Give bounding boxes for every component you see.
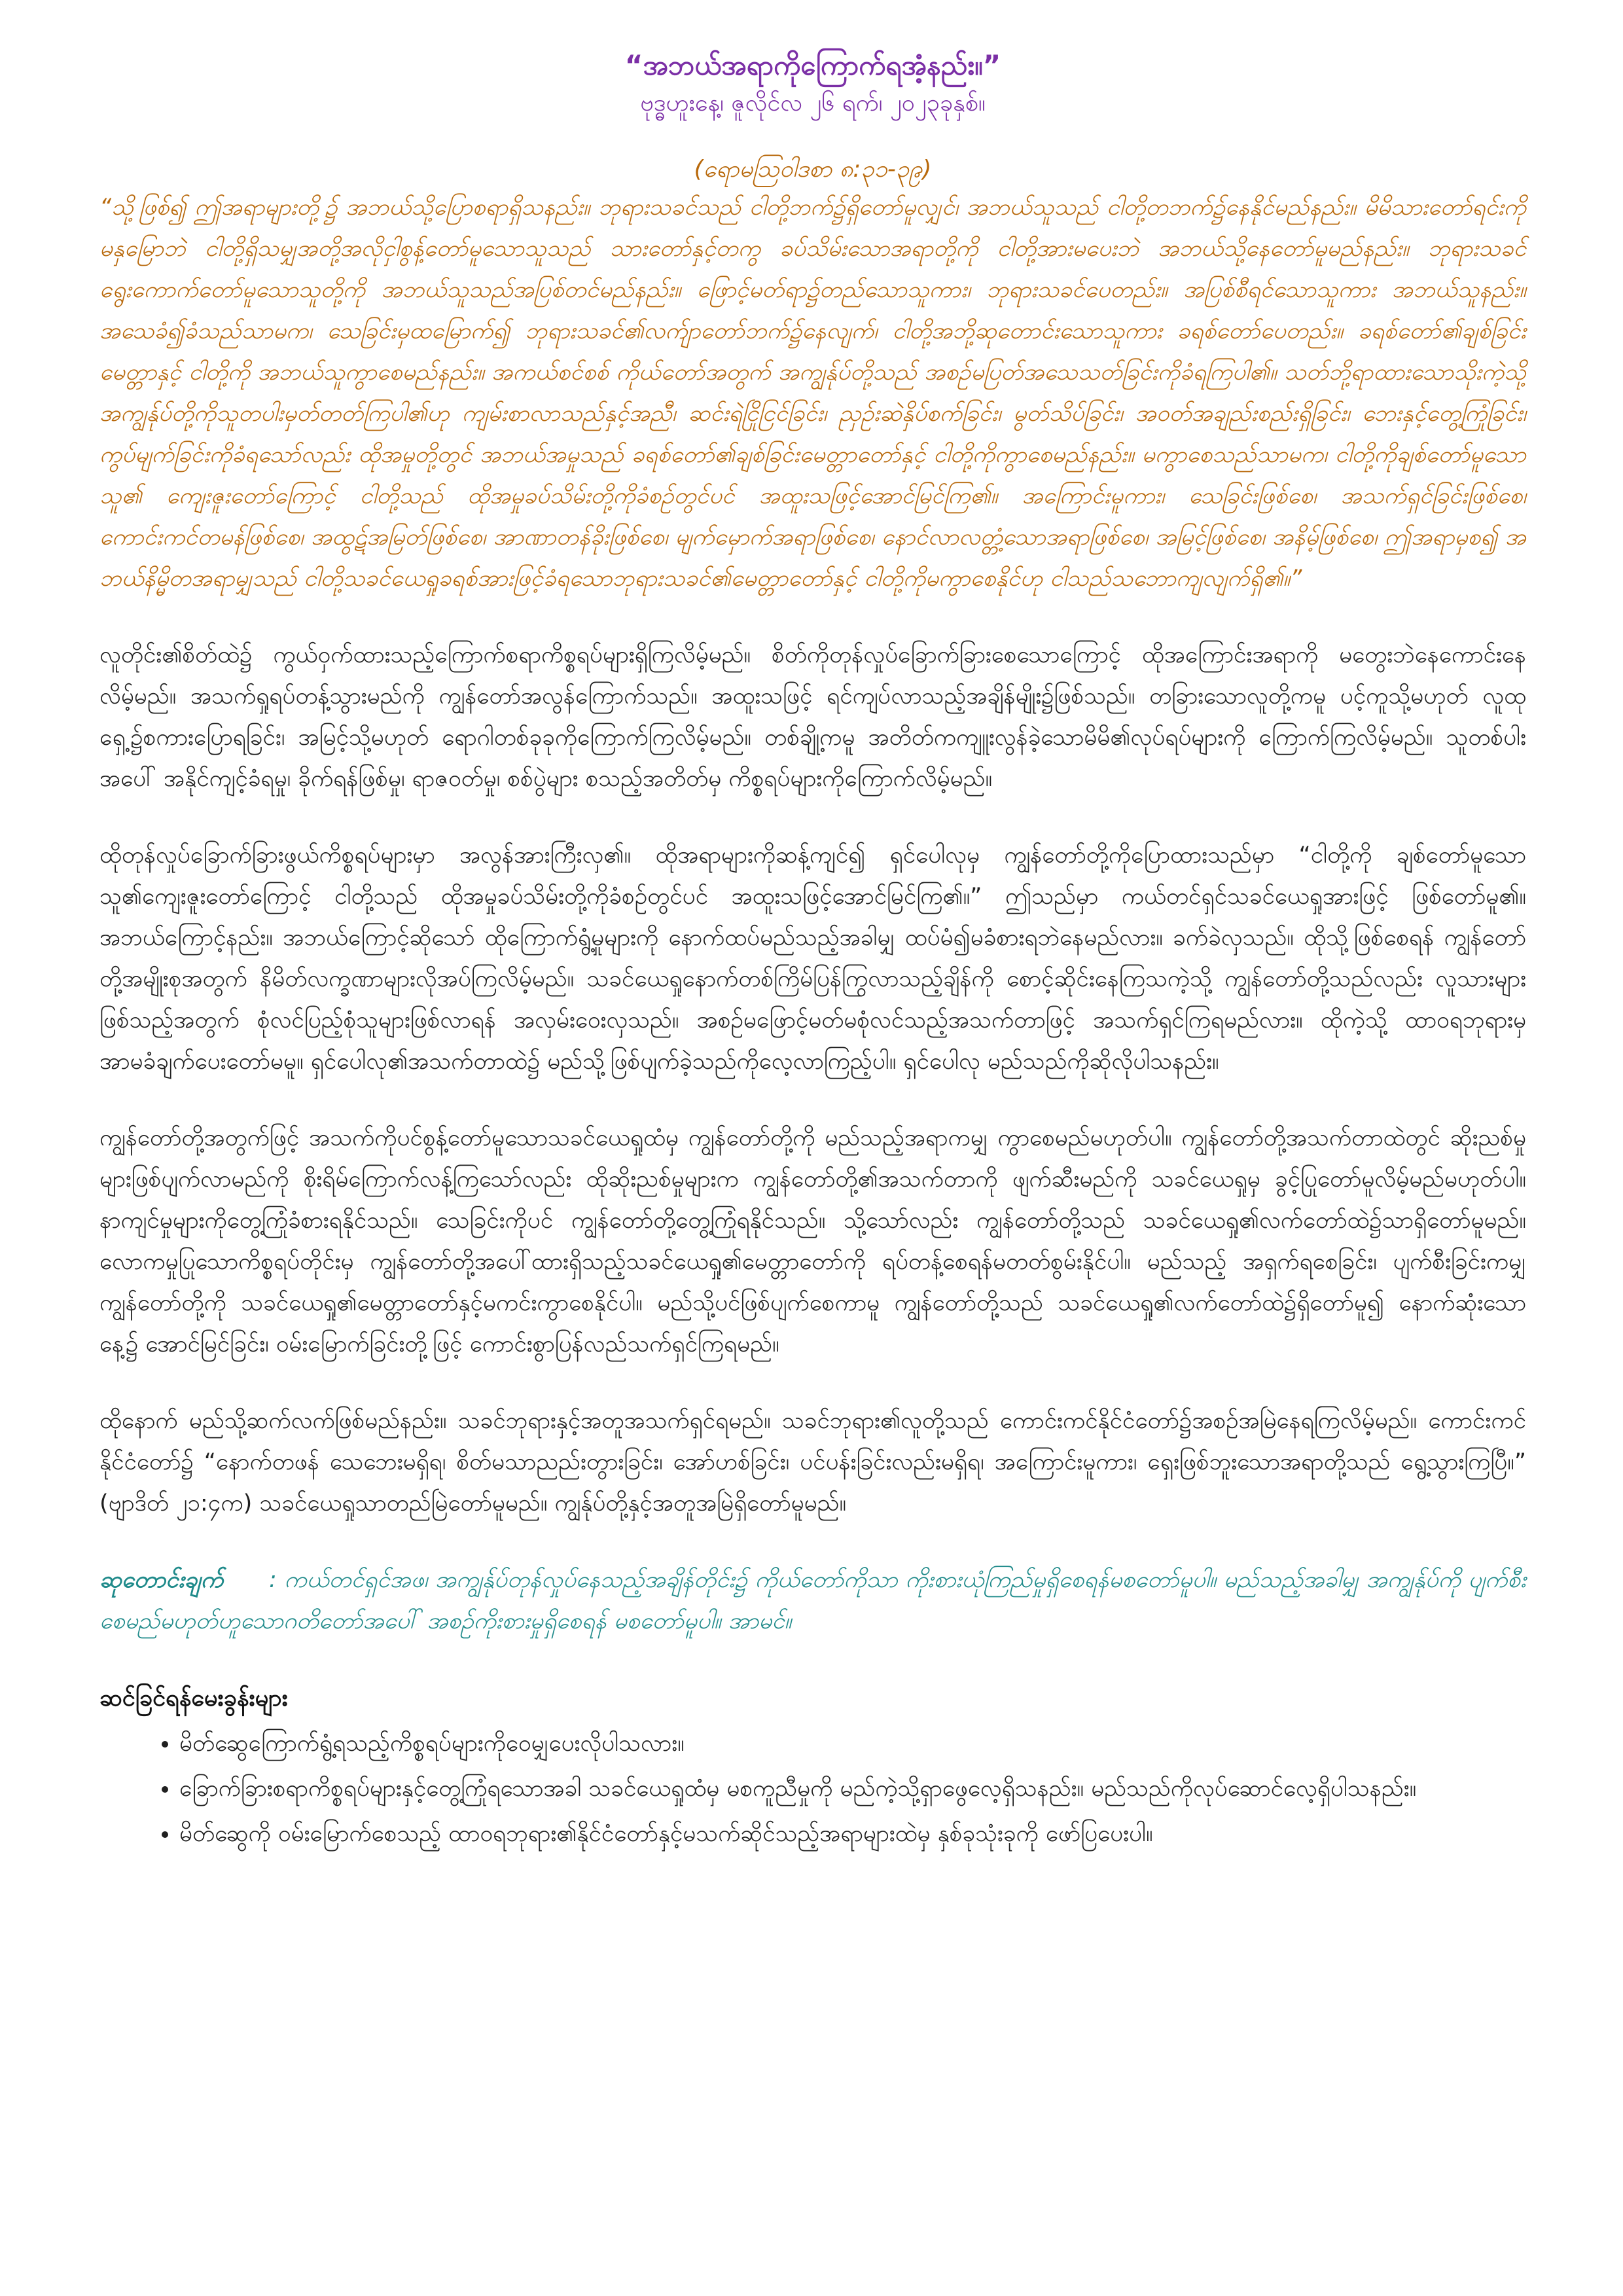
body-paragraph-1: လူတိုင်း၏စိတ်ထဲ၌ ကွယ်ဝှက်ထားသည့်ကြောက်စရာကိစ္စရပ်များရှိကြလိမ့်မည်။ စိတ်ကိုတုန်လှုပ်ခြောက်ခြားစေသောကြောင့် ထိုအကြောင်းအရာကို မတွေးဘဲနေကောင်းနေလိမ့်မည်။ အသက်ရှုရပ်တန့်သွားမည်ကို ကျွန်တော်အလွန်ကြောက်သည်။ အထူးသဖြင့် ရင်ကျပ်လာသည့်အချိန်မျိုး၌ဖြစ်သည်။ တခြားသောလူတို့ကမူ ပင့်ကူသို့မဟုတ် လူထုရှေ့၌စကားပြောရခြင်း၊ အမြင့်သို့မဟုတ် ရောဂါတစ်ခုခုကိုကြောက်ကြလိမ့်မည်။ တစ်ချို့ကမူ အတိတ်ကကျူးလွန်ခဲ့သောမိမိ၏လုပ်ရပ်များကို ကြောက်ကြလိမ့်မည်။ သူတစ်ပါးအပေါ် အနိုင်ကျင့်ခံရမှု၊ ခိုက်ရန်ဖြစ်မှု၊ ရာဇဝတ်မှု၊ စစ်ပွဲများ စသည့်အတိတ်မှ ကိစ္စရပ်များကိုကြောက်လိမ့်မည်။ (99, 642, 1526, 792)
body-paragraph-4: ထိုနောက် မည်သို့ဆက်လက်ဖြစ်မည်နည်း။ သခင်ဘုရားနှင့်အတူအသက်ရှင်ရမည်။ သခင်ဘုရား၏လူတို့သည် ကောင်းကင်နိုင်ငံတော်၌အစဉ်အမြဲနေရကြလိမ့်မည်။ ကောင်းကင်နိုင်ငံတော်၌ “နောက်တဖန် သေဘေးမရှိရ၊ စိတ်မသာညည်းတွားခြင်း၊ အော်ဟစ်ခြင်း၊ ပင်ပန်းခြင်းလည်းမရှိရ၊ အကြောင်းမူကား၊ ရှေးဖြစ်ဘူးသောအရာတို့သည် ရွေ့သွားကြပြီ။” (ဗျာဒိတ် ၂၁:၄က) သခင်ယေရှုသာတည်မြဲတော်မူမည်။ ကျွန်ုပ်တို့နှင့်အတူအမြဲရှိတော်မူမည်။ (99, 1408, 1526, 1516)
body-paragraph-3: ကျွန်တော်တို့အတွက်ဖြင့် အသက်ကိုပင်စွန့်တော်မူသောသခင်ယေရှုထံမှ ကျွန်တော်တို့ကို မည်သည့်အရာကမျှ ကွာစေမည်မဟုတ်ပါ။ ကျွန်တော်တို့အသက်တာထဲတွင် ဆိုးညစ်မှုများဖြစ်ပျက်လာမည်ကို စိုးရိမ်ကြောက်လန့်ကြသော်လည်း ထိုဆိုးညစ်မှုများက ကျွန်တော်တို့၏အသက်တာကို ဖျက်ဆီးမည်ကို သခင်ယေရှုမှ ခွင့်ပြုတော်မူလိမ့်မည်မဟုတ်ပါ။ နာကျင်မှုများကိုတွေ့ကြုံခံစားရနိုင်သည်။ သေခြင်းကိုပင် ကျွန်တော်တို့တွေ့ကြုံရနိုင်သည်။ သို့သော်လည်း ကျွန်တော်တို့သည် သခင်ယေရှု၏လက်တော်ထဲ၌သာရှိတော်မူမည်။ လောကမှုပြုသောကိစ္စရပ်တိုင်းမှ ကျွန်တော်တို့အပေါ်ထားရှိသည့်သခင်ယေရှု၏မေတ္တာတော်ကို ရပ်တန့်စေရန်မတတ်စွမ်းနိုင်ပါ။ မည်သည့် အရှက်ရစေခြင်း၊ ပျက်စီးခြင်းကမျှ ကျွန်တော်တို့ကို သခင်ယေရှု၏မေတ္တာတော်နှင့်မကင်းကွာစေနိုင်ပါ။ မည်သို့ပင်ဖြစ်ပျက်စေကာမူ ကျွန်တော်တို့သည် သခင်ယေရှု၏လက်တော်ထဲ၌ရှိတော်မူ၍ နောက်ဆုံးသောနေ့၌ အောင်မြင်ခြင်း၊ ဝမ်းမြောက်ခြင်းတို့ဖြင့် ကောင်းစွာပြန်လည်သက်ရှင်ကြရမည်။ (99, 1125, 1526, 1357)
prayer-block (99, 1560, 1526, 1642)
prayer-text: ကယ်တင်ရှင်အဖ၊ အကျွန်ုပ်တုန်လှုပ်နေသည့်အချိန်တိုင်း၌ ကိုယ်တော်ကိုသာ ကိုးစားယုံကြည်မှုရှိစေရန်မစတော်မူပါ။ မည်သည့်အခါမျှ အကျွန်ုပ်ကို ပျက်စီးစေမည်မဟုတ်ဟူသောဂတိတော်အပေါ် အစဉ်ကိုးစားမှုရှိစေရန် မစတော်မူပါ။ အာမင်။ (99, 1567, 1526, 1634)
date-line: ဗုဒ္ဓဟူးနေ့၊ ဇူလိုင်လ ၂၆ ရက်၊ ၂၀၂၃ခုနှစ်။ (640, 90, 986, 117)
question-item: • ခြောက်ခြားစရာကိစ္စရပ်များနှင့်တွေ့ကြုံရသောအခါ သခင်ယေရှုထံမှ မစကူညီမှုကို မည်ကဲ့သို့ရှာဖွေလေ့ရှိသနည်း။ မည်သည်ကိုလုပ်ဆောင်လေ့ရှိပါသနည်း။ (179, 1768, 1526, 1810)
question-item: • မိတ်ဆွေကို ဝမ်းမြောက်စေသည့် ထာဝရဘုရား၏နိုင်ငံတော်နှင့်မသက်ဆိုင်သည့်အရာများထဲမှ နှစ်ခုသုံးခုကို ဖော်ပြပေးပါ။ (179, 1814, 1526, 1855)
prayer-label: ဆုတောင်းချက် (99, 1567, 224, 1593)
scripture-reference: (ရောမဩဝါဒစာ ၈:၃၁-၃၉) (694, 156, 932, 183)
scripture-passage: “သို့ဖြစ်၍ ဤအရာများတို့၌ အဘယ်သို့ပြောစရာရှိသနည်း။ ဘုရားသခင်သည် ငါတို့ဘက်၌ရှိတော်မူလျှင်၊ အဘယ်သူသည် ငါတို့တဘက်၌နေနိုင်မည်နည်း။ မိမိသားတော်ရင်းကို မနှမြောဘဲ ငါတို့ရှိသမျှအတို့အလိုငှါစွန့်တော်မူသောသူသည် သားတော်နှင့်တကွ ခပ်သိမ်းသောအရာတို့ကို ငါတို့အားမပေးဘဲ အဘယ်သို့နေတော်မူမည်နည်း။ ဘုရားသခင်ရွေးကောက်တော်မူသောသူတို့ကို အဘယ်သူသည်အပြစ်တင်မည်နည်း။ ဖြောင့်မတ်ရာ၌တည်သောသူကား၊ ဘုရားသခင်ပေတည်း။ အပြစ်စီရင်သောသူကား အဘယ်သူနည်း။ အသေခံ၍ခံသည်သာမက၊ သေခြင်းမှထမြောက်၍ ဘုရားသခင်၏လက်ျာတော်ဘက်၌နေလျက်၊ ငါတို့အဘို့ဆုတောင်းသောသူကား ခရစ်တော်ပေတည်း။ ခရစ်တော်၏ချစ်ခြင်းမေတ္တာနှင့် ငါတို့ကို အဘယ်သူကွာစေမည်နည်း။ အကယ်စင်စစ် ကိုယ်တော်အတွက် အကျွန်ုပ်တို့သည် အစဉ်မပြတ်အသေသတ်ခြင်းကိုခံရကြပါ၏။ သတ်ဘို့ရာထားသောသိုးကဲ့သို့ အကျွန်ုပ်တို့ကိုသူတပါးမှတ်တတ်ကြပါ၏ဟု ကျမ်းစာလာသည်နှင့်အညီ၊ ဆင်းရဲငြိုငြင်ခြင်း၊ ညှဉ်းဆဲနှိပ်စက်ခြင်း၊ မွတ်သိပ်ခြင်း၊ အဝတ်အချည်းစည်းရှိခြင်း၊ ဘေးနှင့်တွေ့ကြုံခြင်း၊ ကွပ်မျက်ခြင်းကိုခံရသော်လည်း ထိုအမှုတို့တွင် အဘယ်အမှုသည် ခရစ်တော်၏ချစ်ခြင်းမေတ္တာတော်နှင့် ငါတို့ကိုကွာစေမည်နည်း။ မကွာစေသည်သာမက၊ ငါတို့ကိုချစ်တော်မူသောသူ၏ ကျေးဇူးတော်ကြောင့် ငါတို့သည် ထိုအမှုခပ်သိမ်းတို့ကိုခံစဉ်တွင်ပင် အထူးသဖြင့်အောင်မြင်ကြ၏။ အကြောင်းမူကား၊ သေခြင်းဖြစ်စေ၊ အသက်ရှင်ခြင်းဖြစ်စေ၊ ကောင်းကင်တမန်ဖြစ်စေ၊ အထွဋ်အမြတ်ဖြစ်စေ၊ အာဏာတန်ခိုးဖြစ်စေ၊ မျက်မှောက်အရာဖြစ်စေ၊ နောင်လာလတ္တံ့သောအရာဖြစ်စေ၊ အမြင့်ဖြစ်စေ၊ အနိမ့်ဖြစ်စေ၊ ဤအရာမှစ၍ အဘယ်နိမ္မိတအရာမျှသည် ငါတို့သခင်ယေရှုခရစ်အားဖြင့်ခံရသောဘုရားသခင်၏မေတ္တာတော်နှင့် ငါတို့ကိုမကွာစေနိုင်ဟု ငါသည်သဘောကျလျက်ရှိ၏။” (99, 194, 1526, 592)
questions-heading: ဆင်ခြင်ရန်မေးခွန်းများ (99, 1685, 288, 1712)
body-paragraph-2: ထိုတုန်လှုပ်ခြောက်ခြားဖွယ်ကိစ္စရပ်များမှာ အလွန်အားကြီးလှ၏။ ထိုအရာများကိုဆန့်ကျင်၍ ရှင်ပေါလုမှ ကျွန်တော်တို့ကိုပြောထားသည်မှာ “ငါတို့ကို ချစ်တော်မူသောသူ၏ကျေးဇူးတော်ကြောင့် ငါတို့သည် ထိုအမှုခပ်သိမ်းတို့ကိုခံစဉ်တွင်ပင် အထူးသဖြင့်အောင်မြင်ကြ၏။” ဤသည်မှာ ကယ်တင်ရှင်သခင်ယေရှုအားဖြင့် ဖြစ်တော်မူ၏။ အဘယ်ကြောင့်နည်း။ အဘယ်ကြောင့်ဆိုသော် ထိုကြောက်ရွံ့မှုများကို နောက်ထပ်မည်သည့်အခါမျှ ထပ်မံ၍မခံစားရဘဲနေမည်လား။ ခက်ခဲလှသည်။ ထိုသို့ဖြစ်စေရန် ကျွန်တော်တို့အမျိုးစုအတွက် နိမိတ်လက္ခဏာများလိုအပ်ကြလိမ့်မည်။ သခင်ယေရှုနောက်တစ်ကြိမ်ပြန်ကြွလာသည့်ချိန်ကို စောင့်ဆိုင်းနေကြသကဲ့သို့ ကျွန်တော်တို့သည်လည်း လူသားများဖြစ်သည့်အတွက် စုံလင်ပြည့်စုံသူများဖြစ်လာရန် အလှမ်းဝေးလှသည်။ အစဉ်မဖြောင့်မတ်မစုံလင်သည့်အသက်တာဖြင့် အသက်ရှင်ကြရမည်လား။ ထိုကဲ့သို့ ထာဝရဘုရားမှ အာမခံချက်ပေးတော်မမူ။ ရှင်ပေါလု၏အသက်တာထဲ၌ မည်သို့ဖြစ်ပျက်ခဲ့သည်ကိုလေ့လာကြည့်ပါ။ ရှင်ပေါလု မည်သည်ကိုဆိုလိုပါသနည်း။ (99, 842, 1526, 1075)
question-item: • မိတ်ဆွေကြောက်ရွံ့ရသည့်ကိစ္စရပ်များကိုဝေမျှပေးလိုပါသလား။ (179, 1723, 1526, 1765)
devotional-title: “အဘယ်အရာကိုကြောက်ရအံ့နည်း။” (624, 49, 1001, 81)
devotional-page (99, 46, 1623, 1859)
questions-list (99, 1723, 1526, 1855)
prayer-separator: : (269, 1567, 277, 1593)
